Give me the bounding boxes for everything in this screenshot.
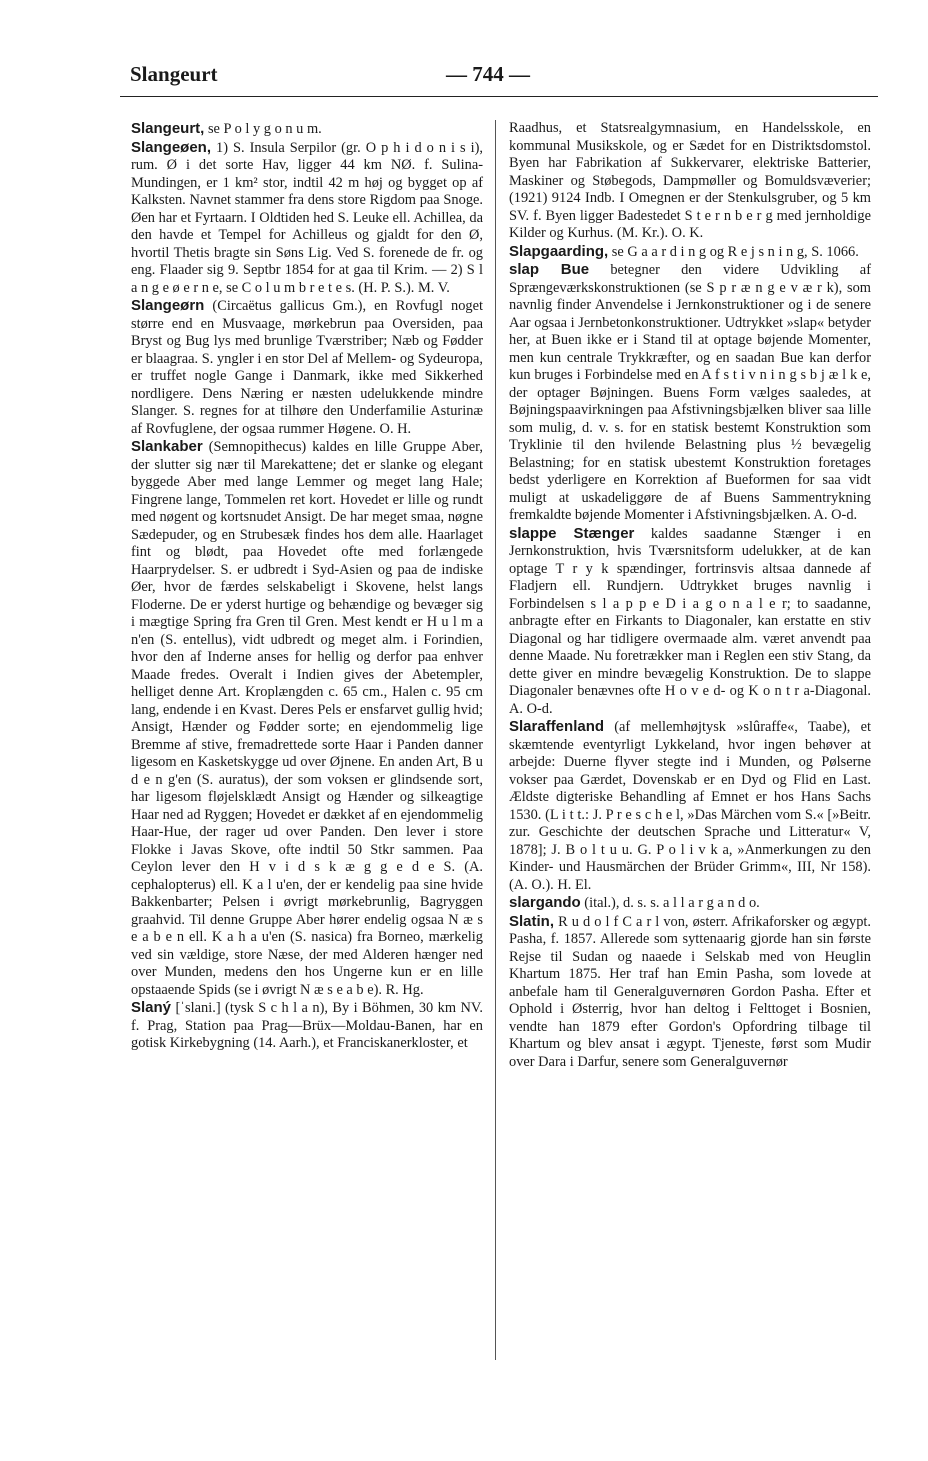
entry	[509, 894, 871, 913]
entry-headword: Slangeurt,	[131, 120, 205, 137]
entry-text: Raadhus, et Statsrealgymnasium, en Handelsskole, en kommunal Musikskole, og er Sædet for en Distriktsdomstol. Byen har Fabrikation af Sukkervarer, elektriske Batterier, Maskiner og Støbegods, Dampmøller og Bomuldsvæverier; (1921) 9124 Indb. I Omegnen er der Stenkulsgruber, og 5 km SV. f. Byen ligger Badestedet S t e r n b e r g med jernholdige Kilder og Kurhus. (M. Kr.). O. K.	[509, 120, 871, 241]
entry-headword: Slankaber	[131, 438, 203, 455]
entry-text: se P o l y g o n u m.	[204, 121, 322, 137]
entry	[509, 261, 871, 525]
entry-text: kaldes saadanne Stænger i en Jernkonstruktion, hvis Tværsnitsform udelukker, at de kan optage T r y k spændinger, fortrinsvis altsaa dannede af Fladjern ell. Rundjern. Udtrykket bruges navnlig i Forbindelsen s l a p p e D i a g o n a l e r; to saadanne, anbragte efter en Firkants to Diagonaler, kan erstatte en stiv Diagonal og har tidligere overmaade alm. været anvendt paa denne Maade. Nu foretrækker man i Reglen een stiv Stang, da dette giver en mindre bevægelig Konstruktion. De to slappe Diagonaler benævnes ofte H o v e d- og K o n t r a-Diagonal. A. O-d.	[509, 525, 871, 717]
entry	[131, 438, 483, 999]
entry-text: betegner den videre Udvikling af Sprængeværkskonstruktionen (se S p r æ n g e v æ r k), som navnlig finder Anvendelse i Jernkonstruktioner og i de senere Aar ogsaa i Jernbetonkonstruktioner. Udtrykket »slap« betyder her, at Buen ikke er i Stand til at optage bøjende Momenter, men kun centrale Trykkræfter, og en saadan Bue kan derfor kun bruges i Forbindelse med en A f s t i v n i n g s b j æ l k e, der optager Bøjningen. Buens Form vælges saaledes, at Bøjningspaavirkningen paa Afstivningsbjælken bliver saa lille som mulig, d. v. s. for en statisk bestemt Konstruktion som Tryklinie til den hvilende Belastning plus ½ bevægelig Belastning; for en statisk ubestemt Konstruktion foretages bedst yderligere en Korrektion af Bueformen for saa vidt muligt at uskadeliggøre de af Buens Sammentrykning fremkaldte bøjende Momenter i Afstivningsbjælken. A. O-d.	[509, 262, 871, 523]
entry-continuation	[509, 120, 871, 243]
entry-headword: Slangeøen,	[131, 138, 212, 156]
left-column	[131, 120, 483, 1053]
entry-headword: Slatin,	[509, 912, 555, 930]
entry	[509, 525, 871, 719]
entry-text: se G a a r d i n g og R e j s n i n g, S. 1066.	[608, 243, 859, 260]
entry-text: (Circaëtus gallicus Gm.), en Rovfugl noget større end en Musvaage, mørkebrun paa Oversiden, paa Bryst og Bug lys med brunlige Tværstriber; Næb og Fødder er blaagraa. S. yngler i en stor Del af Mellem- og Sydeuropa, er truffet nogle Gange i Danmark, ikke med Sikkerhed nordligere. Dens Næring er næsten udelukkende mindre Slanger. S. regnes for at tilhøre den Underfamilie Asturinæ af Rovfuglene, der ogsaa rummer Høgene. O. H.	[131, 298, 483, 437]
running-head-word: Slangeurt	[130, 62, 218, 86]
entry-text: [ˈslani.] (tysk S c h l a n), By i Böhmen, 30 km NV. f. Prag, Station paa Prag—Brüx—Moldau-Banen, har en gotisk Kirkebygning (14. Aarh.), et Franciskanerkloster, et	[131, 1000, 483, 1051]
entry-text: 1) S. Insula Serpilor (gr. O p h i d o n i s i), rum. Ø i det sorte Hav, ligger 44 km NØ. f. Sulina-Mundingen, er 1 km² stor, indtil 42 m høj og bygget op af Kalksten. Navnet stammer fra dens store Rigdom paa Snoge. Øen har et Fyrtaarn. I Oldtiden hed S. Leuke ell. Achillea, da den havde et Tempel for Achilleus og gjaldt for den Ø, hvortil Thetis bragte sin Søns Lig. Ved S. forenede de fr. og eng. Flaader sig 9. Septbr 1854 for at gaa til Krim. — 2) S l a n g e ø e r n e, se C o l u m b r e t e s. (H. P. S.). M. V.	[131, 139, 483, 296]
entry	[131, 297, 483, 438]
entry-text: (Semnopithecus) kaldes en lille Gruppe Aber, der slutter sig nær til Marekattene; det er slanke og elegant byggede Aber med lange Lemmer og meget lang Hale; Fingrene lange, Tommelen ret kort. Hovedet er lille og rundt med nøgent og kortsnudet Ansigt. De har meget smaa, nøgne Sædepuder, og en Strubesæk findes hos dem alle. Haarlaget fint og blødt, paa Hovedet ofte med forlængede Haarprydelser. S. er udbredt i Syd-Asien og paa de indiske Øer, hvor de færdes selskabeligt i Skovene, helst langs Floderne. De er yderst hurtige og behændige og bevæger sig i mægtige Spring fra Gren til Gren. Mest kendt er H u l m a n'en (S. entellus), vidt udbredt og meget alm. i Forindien, hvor den af Inderne anses for hellig og derfor paa enhver Maade fredes. Overalt i Indien gives der Abetempler, helliget denne Art. Kroplængden c. 65 cm., Halen c. 95 cm lang, endende i en Kvast. Deres Pels er ensfarvet gullig hvid; Ansigt, Hænder og Fødder sorte; en ejendommelig lige Bremme af stive, fremadrettede sorte Haar i Panden danner ligesom en Kasketskygge ud over Øjnene. En anden Art, B u d e n g'en (S. auratus), der som voksen er glindsende sort, har ligesom fløjelsklædt Ansigt og Hænder og silkeagtige Haar ned ad Ryggen; Hovedet er dækket af en ejendommelig Haar-Hue, der rager ud over Panden. Den lever i store Flokke i Javas Skove, ofte indtil 50 Stkr sammen. Paa Ceylon lever den H v i d s k æ g g e d e S. (A. cephalopterus) ell. K a l u'en, der er kendelig paa sine hvide Bakkenbarter; Pelsen i øvrigt mørkebrunlig, Bagryggen graahvid. Til denne Gruppe Aber hører endelig ogsaa N æ s e a b e n ell. K a h a u'en (S. nasica) fra Borneo, mærkelig ved sin vældige, store Næse, der med Alderen hænger ned over Munden, medens den hos Ungerne kun er en lille opstaaende Spids (se i øvrigt N æ s e a b e). R. Hg.	[131, 439, 483, 998]
entry-text: (af mellemhøjtysk »slûraffe«, Taabe), et skæmtende eventyrligt Lykkeland, hvor ingen behøver at arbejde: Duerne flyver stegte ind i Munden, og Pølserne vokser paa Gærdet, Dovenskab er en Dyd og Flid en Last. Ældste digteriske Behandling af Emnet er hos Hans Sachs 1530. (L i t t.: J. P r e s c h e l, »Das Märchen vom S.« [»Beitr. zur. Geschichte der deutschen Sprache und Litteratur« V, 1878]; J. B o l t u u. G. P o l i v k a, »Anmerkungen zu den Kinder- und Hausmärchen der Brüder Grimm«, III, Nr 158). (A. O.). H. El.	[509, 719, 871, 893]
entry-headword: slappe Stænger	[509, 524, 635, 542]
entry-headword: Slaný	[131, 999, 172, 1016]
entry-text: (ital.), d. s. s. a l l a r g a n d o.	[580, 895, 760, 911]
entry-headword: Slaraffenland	[509, 718, 605, 735]
right-column	[509, 120, 871, 1071]
entry	[509, 243, 871, 262]
entry-headword: Slangeørn	[131, 297, 205, 314]
entry	[131, 139, 483, 298]
page-number: — 744 —	[446, 62, 530, 86]
header-rule	[120, 96, 878, 97]
entry	[509, 718, 871, 894]
column-separator	[495, 120, 496, 1360]
entry-headword: Slapgaarding,	[509, 242, 609, 260]
entry	[131, 120, 483, 139]
entry-headword: slap Bue	[509, 261, 590, 278]
entry-headword: slargando	[509, 894, 581, 911]
entry-text: R u d o l f C a r l von, østerr. Afrikaforsker og ægypt. Pasha, f. 1857. Allerede som syttenaarig gjorde han sin første Rejse til Sudan og naaede i Selskab med von Heuglin Khartum 1875. Her traf han Emin Pasha, som lovede at anbefale ham til Generalguvernøren Gordon Pasha. Efter et Ophold i Østerrig, hvor han deltog i Felttoget i Bosnien, vendte han 1879 efter Gordon's Opfordring tilbage til Khartum og blev ansat i ægypt. Tjeneste, først som Mudir over Dara i Darfur, senere som Generalguvernør	[509, 913, 871, 1070]
entry	[509, 913, 871, 1072]
entry	[131, 999, 483, 1053]
